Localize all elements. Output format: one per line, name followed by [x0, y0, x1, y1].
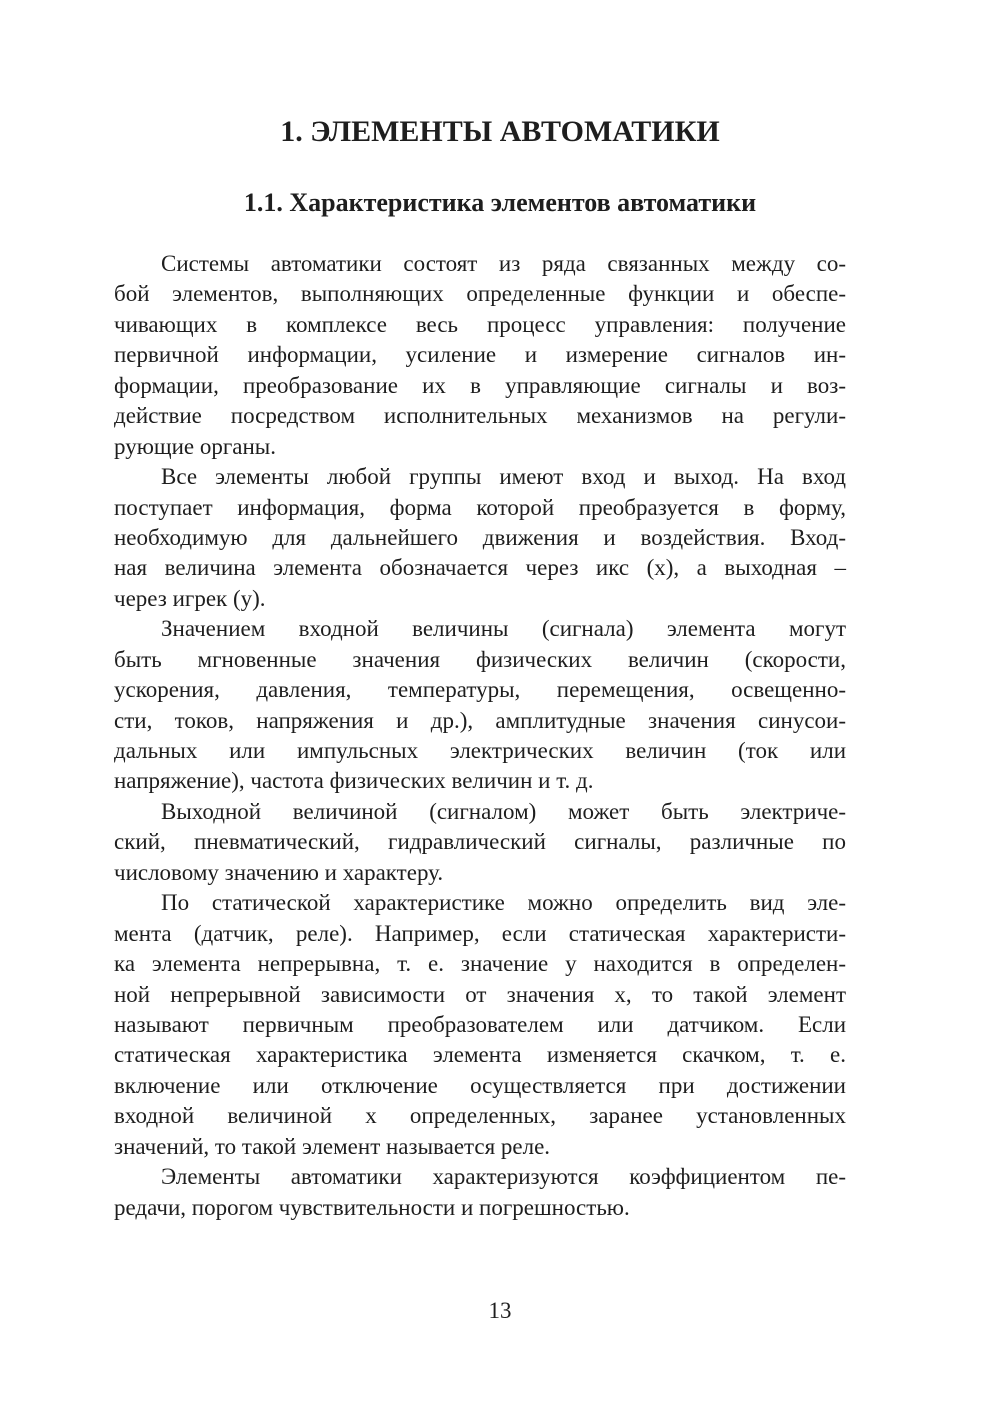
text-line: Выходной величиной (сигналом) может быть электриче- [161, 798, 846, 824]
text-line: быть мгновенные значения физических величин (скорости, [114, 646, 846, 672]
section-title: 1.1. Характеристика элементов автоматики [243, 188, 757, 217]
text-line: значений, то такой элемент называется реле. [114, 1133, 551, 1159]
text-line: рующие органы. [114, 433, 277, 459]
text-line: Все элементы любой группы имеют вход и выход. На вход [161, 464, 846, 490]
body-text [114, 249, 846, 1223]
text-line: бой элементов, выполняющих определенные функции и обеспе- [114, 281, 846, 307]
text-line: редачи, порогом чувствительности и погрешностью. [114, 1194, 630, 1220]
paragraph [114, 249, 846, 462]
text-line: По статической характеристике можно определить вид эле- [161, 890, 846, 916]
text-line: формации, преобразование их в управляющие сигналы и воз- [114, 372, 846, 398]
text-line: ка элемента непрерывна, т. е. значение y находится в определен- [114, 951, 846, 977]
text-line: статическая характеристика элемента изменяется скачком, т. е. [114, 1042, 846, 1068]
text-line: числовому значению и характеру. [114, 859, 444, 885]
text-line: мента (датчик, реле). Например, если статическая характеристи- [114, 920, 846, 946]
text-line: называют первичным преобразователем или датчиком. Если [114, 1011, 846, 1037]
text-line: действие посредством исполнительных механизмов на регули- [114, 403, 846, 429]
paragraph [114, 888, 846, 1162]
paragraph [114, 614, 846, 797]
text-line: сти, токов, напряжения и др.), амплитудные значения синусои- [114, 707, 846, 733]
text-line: ускорения, давления, температуры, перемещения, освещенно- [114, 677, 846, 703]
text-line: дальных или импульсных электрических величин (ток или [114, 738, 846, 763]
paragraph [114, 462, 846, 614]
text-line: напряжение), частота физических величин и т. д. [114, 768, 594, 794]
text-line: ная величина элемента обозначается через икс (x), а выходная – [114, 555, 846, 581]
text-line: ной непрерывной зависимости от значения x, то такой элемент [114, 981, 846, 1007]
chapter-title: 1. ЭЛЕМЕНТЫ АВТОМАТИКИ [280, 115, 720, 148]
text-line: входной величиной x определенных, заранее установленных [114, 1103, 846, 1129]
text-line: Значением входной величины (сигнала) элемента могут [161, 616, 846, 642]
text-line: Элементы автоматики характеризуются коэффициентом пе- [161, 1164, 846, 1190]
text-line: чивающих в комплексе весь процесс управления: получение [114, 311, 846, 337]
paragraph [114, 797, 846, 888]
text-line: включение или отключение осуществляется при достижении [114, 1072, 846, 1098]
text-line: ский, пневматический, гидравлический сигналы, различные по [114, 829, 846, 855]
text-line: Системы автоматики состоят из ряда связанных между со- [161, 251, 846, 276]
text-line: поступает информация, форма которой преобразуется в форму, [114, 494, 846, 520]
paragraph [114, 1162, 846, 1223]
page-number: 13 [488, 1298, 512, 1323]
text-line: через игрек (y). [114, 585, 266, 611]
text-line: первичной информации, усиление и измерение сигналов ин- [114, 342, 846, 368]
text-line: необходимую для дальнейшего движения и воздействия. Вход- [114, 524, 846, 550]
